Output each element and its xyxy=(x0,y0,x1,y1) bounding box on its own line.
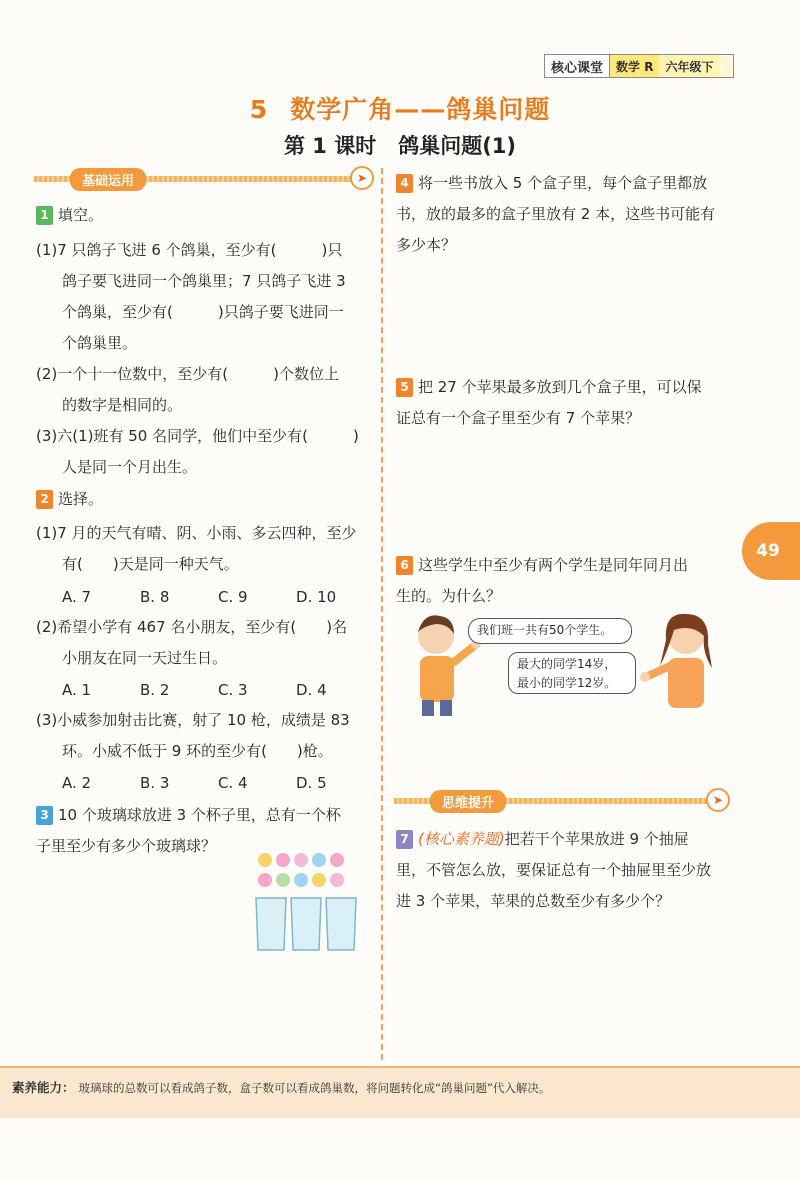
q1-p1-line1: (1)7 只鸽子飞进 6 个鸽巢，至少有( )只 xyxy=(36,241,343,259)
chapter-title xyxy=(0,90,800,126)
q7-line2: 里，不管怎么放，要保证总有一个抽屉里至少放 xyxy=(396,861,712,879)
q2-p1-options xyxy=(62,588,374,606)
q2-p1-option-d[interactable]: D. 10 xyxy=(296,588,337,606)
boy-speech-bubble xyxy=(468,618,632,644)
q5-line1-text: 把 27 个苹果最多放到几个盒子里，可以保 xyxy=(418,378,702,396)
q2-p3-line1: (3)小威参加射击比赛，射了 10 枪，成绩是 83 xyxy=(36,711,350,729)
marbles xyxy=(258,853,344,887)
q2-title xyxy=(36,484,103,515)
q5-line1 xyxy=(396,372,702,403)
q2-p3-options xyxy=(62,774,374,792)
q4-line3: 多少本？ xyxy=(396,236,457,254)
q2-p2-line2: 小朋友在同一天过生日。 xyxy=(62,649,228,667)
q1-p2-line2: 的数字是相同的。 xyxy=(62,396,183,414)
q7-line3: 进 3 个苹果，苹果的总数至少有多少个？ xyxy=(396,892,671,910)
q1-title xyxy=(36,200,103,231)
paper-plane-icon: ➤ xyxy=(706,788,730,812)
girl-bubble-line2: 最小的同学12岁。 xyxy=(517,676,617,690)
grade-label: 六年级下 xyxy=(659,55,719,77)
q2-p1-line1: (1)7 月的天气有晴、阴、小雨、多云四种，至少 xyxy=(36,524,357,542)
footer-body: 玻璃球的总数可以看成鸽子数，盒子数可以看成鸽巢数，将问题转化成“鸽巢问题”代入解决。 xyxy=(78,1081,551,1095)
students-scene xyxy=(412,606,724,718)
q3-number: 3 xyxy=(36,806,53,825)
column-divider xyxy=(381,168,383,1060)
q6-line1-text: 这些学生中至少有两个学生是同年同月出 xyxy=(418,556,689,574)
girl-bubble-line1: 最大的同学14岁， xyxy=(517,657,617,671)
q2-p2-option-c[interactable]: C. 3 xyxy=(218,681,248,699)
page-number-tab xyxy=(742,522,800,580)
q2-p2-option-a[interactable]: A. 1 xyxy=(62,681,92,699)
glass-balls-illustration xyxy=(252,850,362,954)
q6-line2: 生的。为什么？ xyxy=(396,587,502,605)
q1-p3-line2: 人是同一个月出生。 xyxy=(62,458,198,476)
q4-number: 4 xyxy=(396,174,413,193)
q2-p3-option-b[interactable]: B. 3 xyxy=(140,774,170,792)
section-advanced-bar xyxy=(394,790,730,812)
lesson-name: 鸽巢问题(1) xyxy=(398,134,517,158)
paper-plane-icon: ➤ xyxy=(350,166,374,190)
q7-tag: (核心素养题) xyxy=(418,830,505,848)
footer-label: 素养能力： xyxy=(12,1080,75,1095)
q1-p3-line1: (3)六(1)班有 50 名同学，他们中至少有( ) xyxy=(36,427,359,445)
q2-p2-options xyxy=(62,681,374,699)
lesson-period: 第 1 课时 xyxy=(283,134,377,158)
q6-number: 6 xyxy=(396,556,413,575)
lesson-title xyxy=(0,130,800,160)
q7-number: 7 xyxy=(396,830,413,849)
q4-line1-text: 将一些书放入 5 个盒子里，每个盒子里都放 xyxy=(418,174,708,192)
chapter-name: 数学广角——鸽巢问题 xyxy=(290,95,551,124)
q3-line1-text: 10 个玻璃球放进 3 个杯子里，总有一个杯 xyxy=(58,806,341,824)
girl-figure xyxy=(640,614,712,708)
q2-title-text: 选择。 xyxy=(58,490,104,508)
section-basic-bar xyxy=(34,168,374,190)
subject-label: 数学 R xyxy=(610,55,659,77)
q4-line2: 书，放的最多的盒子里放有 2 本，这些书可能有 xyxy=(396,205,716,223)
q2-number: 2 xyxy=(36,490,53,509)
cups xyxy=(256,898,356,950)
q1-p2-line1: (2)一个十一位数中，至少有( )个数位上 xyxy=(36,365,339,383)
q1-p1-line3: 个鸽巢，至少有( )只鸽子要飞进同一 xyxy=(62,303,344,321)
page-number: 49 xyxy=(756,541,780,561)
brand-label: 核心课堂 xyxy=(545,55,610,77)
q3-line1 xyxy=(36,800,341,831)
q2-p3-option-a[interactable]: A. 2 xyxy=(62,774,92,792)
footer-note xyxy=(12,1078,550,1096)
q2-p3-line2: 环。小威不低于 9 环的至少有( )枪。 xyxy=(62,742,333,760)
q1-title-text: 填空。 xyxy=(58,206,104,224)
q4-line1 xyxy=(396,168,707,199)
q5-number: 5 xyxy=(396,378,413,397)
q2-p3-option-d[interactable]: D. 5 xyxy=(296,774,327,792)
q2-p2-option-d[interactable]: D. 4 xyxy=(296,681,327,699)
q2-p1-option-b[interactable]: B. 8 xyxy=(140,588,170,606)
q1-p1-line4: 个鸽巢里。 xyxy=(62,334,138,352)
q1-p1-line2: 鸽子要飞进同一个鸽巢里；7 只鸽子飞进 3 xyxy=(62,272,346,290)
q3-line2: 子里至少有多少个玻璃球？ xyxy=(36,837,217,855)
q2-p1-option-a[interactable]: A. 7 xyxy=(62,588,92,606)
q7-line1-text: 把若干个苹果放进 9 个抽屉 xyxy=(504,830,689,848)
q5-line2: 证总有一个盒子里至少有 7 个苹果？ xyxy=(396,409,641,427)
q2-p1-option-c[interactable]: C. 9 xyxy=(218,588,248,606)
boy-bubble-text: 我们班一共有50个学生。 xyxy=(477,623,613,637)
q7-line1 xyxy=(396,824,689,855)
q2-p3-option-c[interactable]: C. 4 xyxy=(218,774,248,792)
chapter-number: 5 xyxy=(249,95,269,124)
section-basic-label: 基础运用 xyxy=(70,168,146,191)
girl-speech-bubble xyxy=(508,652,636,694)
series-badge xyxy=(544,54,734,78)
section-advanced-label: 思维提升 xyxy=(430,790,506,813)
q6-line1 xyxy=(396,550,688,581)
q1-number: 1 xyxy=(36,206,53,225)
q2-p2-option-b[interactable]: B. 2 xyxy=(140,681,170,699)
q2-p1-line2: 有( )天是同一种天气。 xyxy=(62,555,239,573)
q2-p2-line1: (2)希望小学有 467 名小朋友，至少有( )名 xyxy=(36,618,348,636)
